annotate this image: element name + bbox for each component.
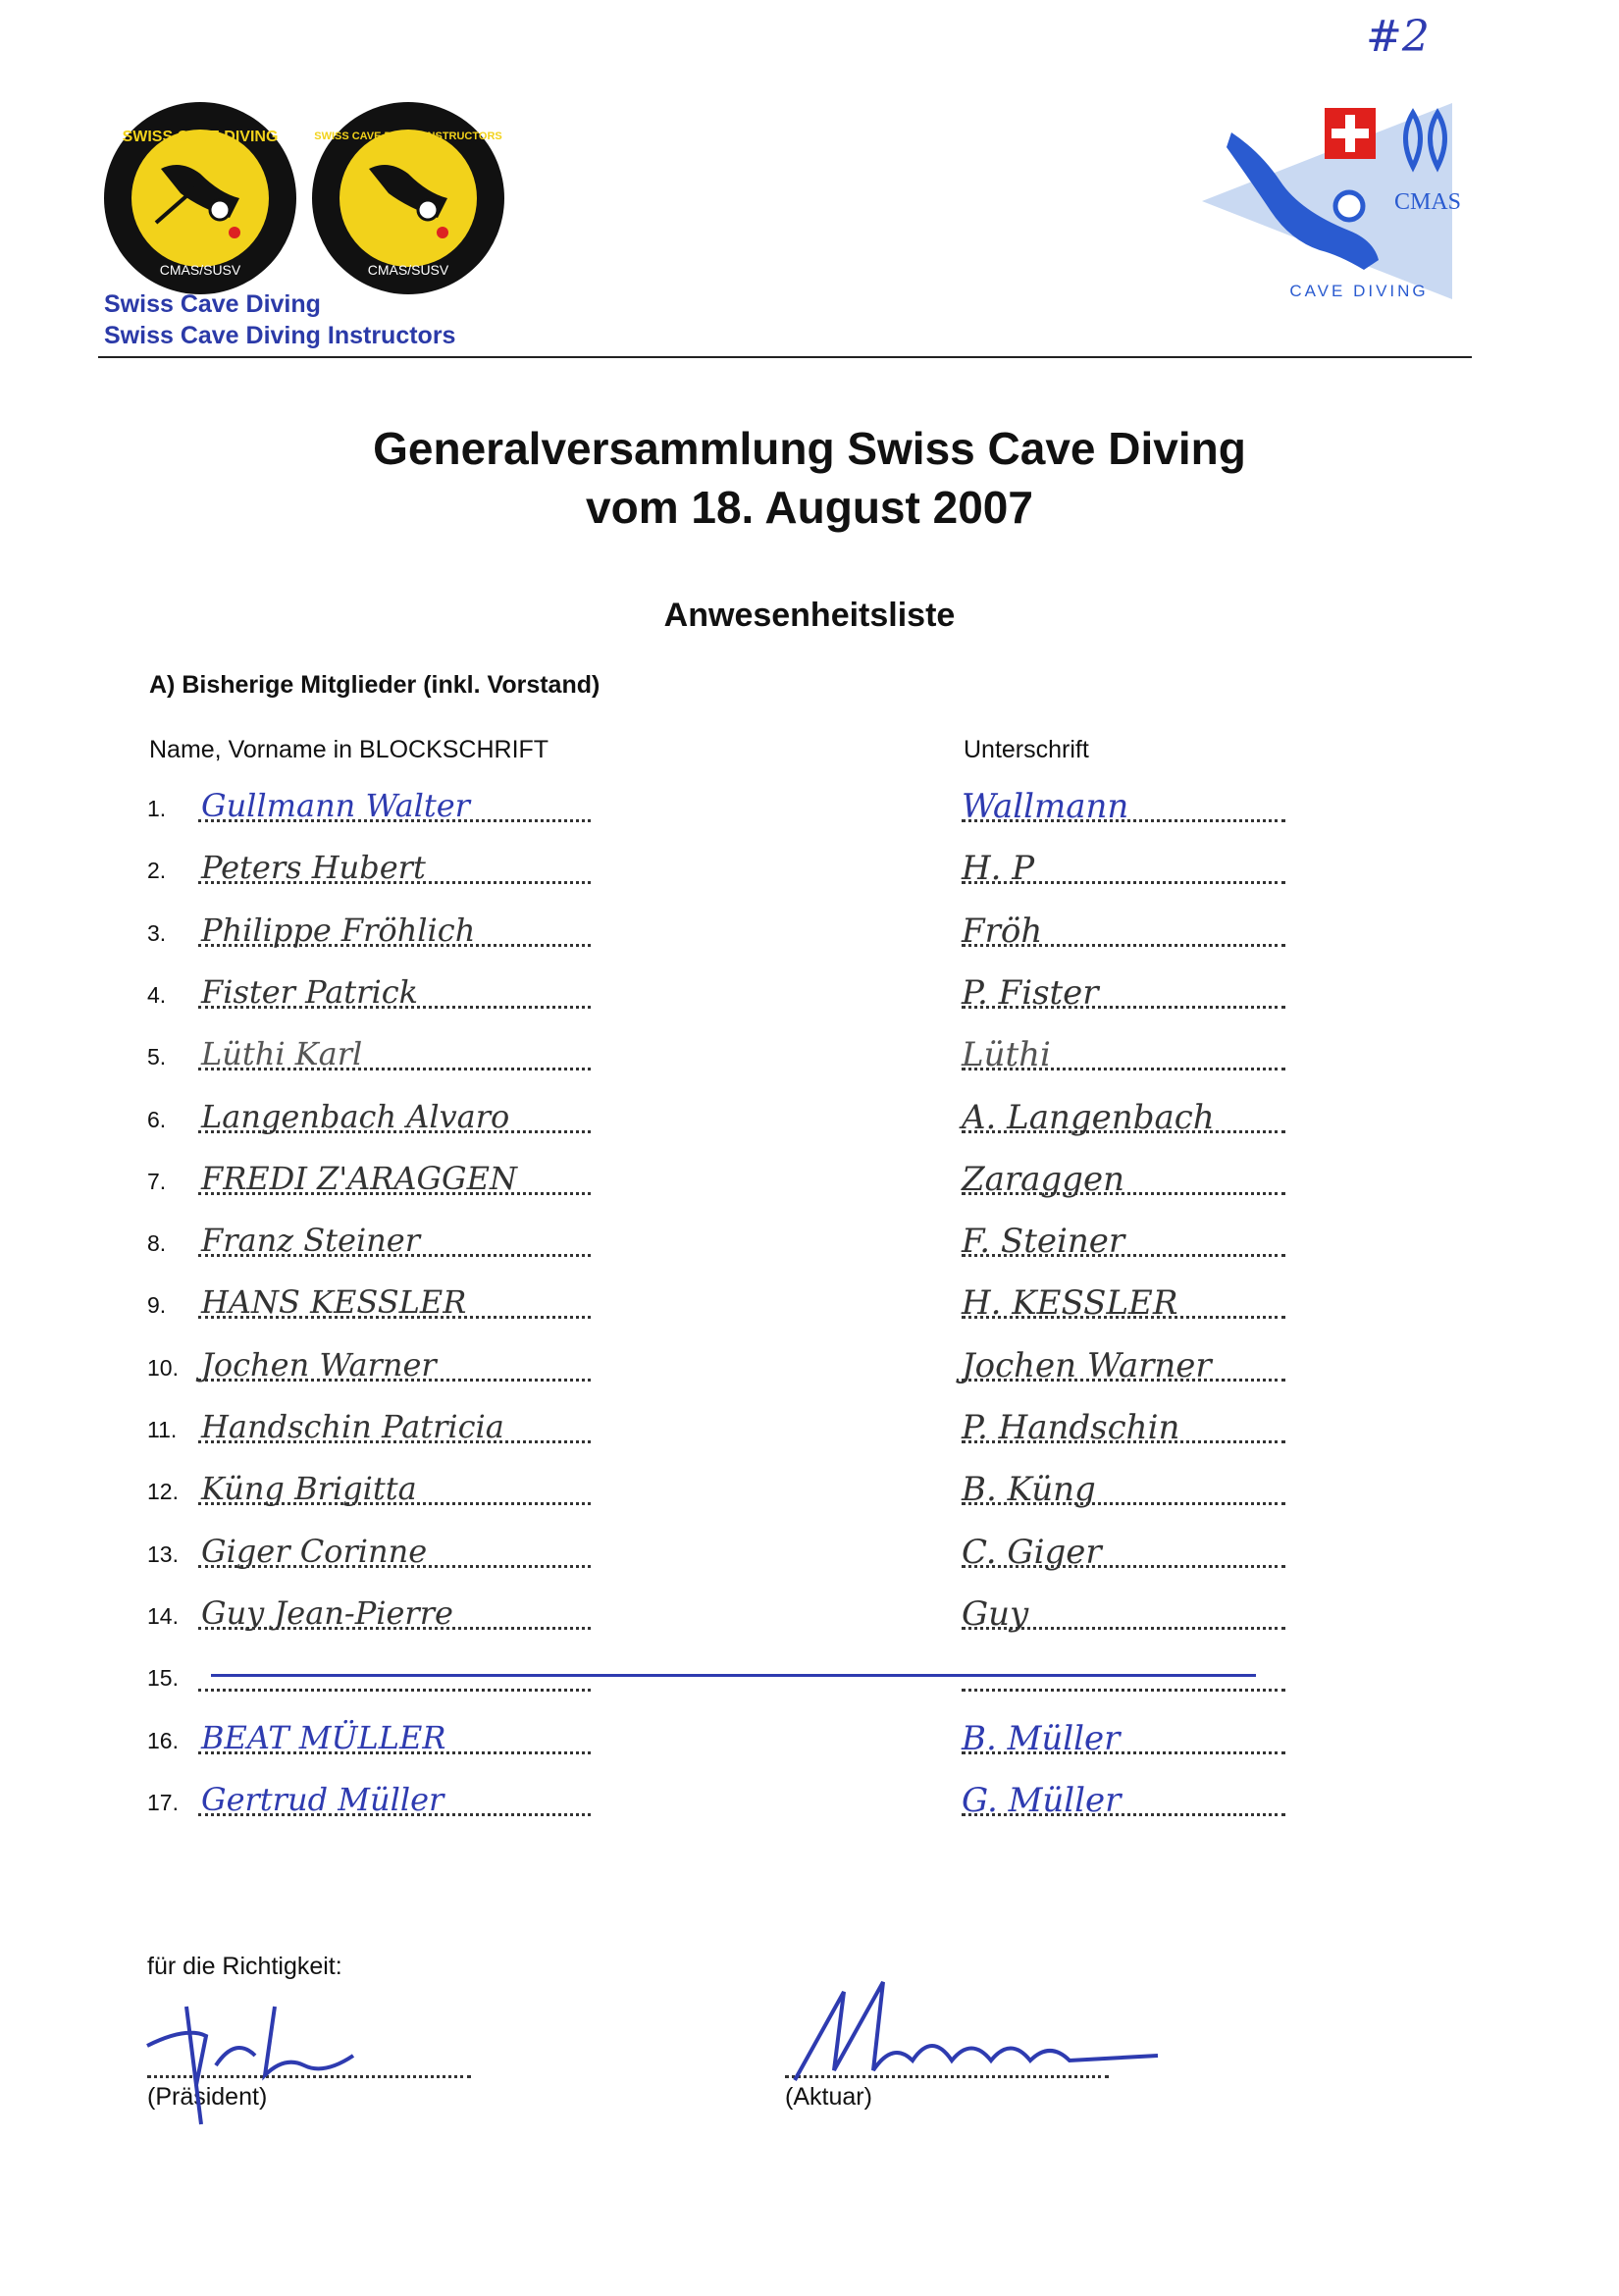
table-row [147, 1521, 1325, 1576]
table-row [147, 775, 1325, 830]
swiss-cave-diving-logo [102, 100, 298, 296]
cmas-label: CMAS [1393, 189, 1462, 215]
table-row [147, 1023, 1325, 1078]
member-name: Peters Hubert [201, 849, 426, 887]
table-row [147, 1583, 1325, 1638]
actuary-label: (Aktuar) [785, 2083, 872, 2111]
row-number: 10. [147, 1354, 179, 1381]
member-signature: P. Fister [962, 972, 1099, 1013]
row-number: 12. [147, 1479, 179, 1505]
member-name: HANS KESSLER [201, 1283, 467, 1322]
member-signature: G. Müller [962, 1780, 1122, 1820]
table-row [147, 1210, 1325, 1265]
member-name: Philippe Fröhlich [201, 911, 476, 949]
row-number: 17. [147, 1789, 179, 1815]
row-number: 8. [147, 1230, 167, 1257]
document-title-line-1: Generalversammlung Swiss Cave Diving [373, 423, 1246, 474]
strike-line [211, 1674, 1256, 1677]
certification-label: für die Richtigkeit: [147, 1953, 342, 1980]
member-name: FREDI Z'ARAGGEN [201, 1159, 517, 1197]
row-number: 4. [147, 981, 167, 1008]
document-subtitle: Anwesenheitsliste [663, 597, 956, 634]
member-signature: A. Langenbach [962, 1097, 1215, 1137]
table-row [147, 1769, 1325, 1824]
table-row [147, 1396, 1325, 1451]
name-column-header: Name, Vorname in BLOCKSCHRIFT [149, 736, 549, 763]
table-row [147, 1272, 1325, 1327]
logo1-top-text: SWISS CAVE DIVING [122, 129, 279, 145]
instructors-seal-icon [310, 100, 506, 296]
row-number: 16. [147, 1727, 179, 1753]
row-number: 11. [147, 1417, 178, 1442]
president-signature-icon [128, 1967, 402, 2134]
section-heading: A) Bisherige Mitglieder (inkl. Vorstand) [149, 671, 601, 699]
member-name: Franz Steiner [201, 1222, 421, 1260]
table-row [147, 1334, 1325, 1389]
row-number: 9. [147, 1292, 167, 1319]
logo1-bottom-text: CMAS/SUSV [159, 262, 241, 278]
row-number: 2. [147, 858, 167, 884]
table-row [147, 900, 1325, 955]
table-row [147, 1707, 1325, 1762]
logo2-bottom-text: CMAS/SUSV [367, 262, 449, 278]
row-number: 13. [147, 1540, 179, 1567]
member-name: Guy Jean-Pierre [201, 1593, 453, 1632]
row-number: 5. [147, 1044, 167, 1070]
member-signature: Fröh [962, 911, 1043, 951]
member-signature: Guy [962, 1593, 1029, 1634]
cmas-caption: CAVE DIVING [1289, 282, 1429, 300]
row-number: 1. [147, 796, 167, 821]
member-name: Gertrud Müller [201, 1780, 444, 1818]
cmas-diver-icon [1202, 93, 1487, 309]
member-name: Jochen Warner [201, 1345, 437, 1383]
member-signature: H. KESSLER [962, 1283, 1178, 1324]
member-name: Gullmann Walter [201, 787, 470, 824]
swiss-cave-diving-instructors-logo [310, 100, 506, 296]
table-row [147, 837, 1325, 892]
member-signature: B. Küng [962, 1470, 1096, 1510]
logo2-top-text: SWISS CAVE DIVING INSTRUCTORS [314, 130, 502, 142]
signature-column-header: Unterschrift [964, 736, 1089, 763]
member-name: Langenbach Alvaro [201, 1097, 510, 1135]
member-signature: Lüthi [962, 1035, 1051, 1075]
row-number: 3. [147, 919, 167, 946]
org-line-1: Swiss Cave Diving [104, 290, 321, 318]
cmas-cave-diving-logo [1202, 93, 1487, 309]
swiss-cave-diving-seal-icon [102, 100, 298, 296]
header-rule [98, 356, 1472, 358]
name-dotted-line [198, 1689, 591, 1692]
document-title-line-2: vom 18. August 2007 [586, 482, 1033, 533]
signature-dotted-line [962, 1689, 1285, 1692]
member-signature: P. Handschin [962, 1408, 1180, 1447]
row-number: 7. [147, 1168, 167, 1194]
row-number: 14. [147, 1602, 179, 1629]
actuary-signature-icon [765, 1962, 1177, 2119]
president-label: (Präsident) [147, 2083, 268, 2111]
table-row [147, 962, 1325, 1017]
member-name: Giger Corinne [201, 1532, 428, 1570]
member-name: Küng Brigitta [201, 1470, 417, 1508]
member-name: Handschin Patricia [201, 1408, 504, 1445]
member-signature: Wallmann [962, 787, 1129, 826]
member-signature: Zaraggen [962, 1159, 1124, 1199]
org-line-2: Swiss Cave Diving Instructors [104, 322, 456, 349]
member-name: Fister Patrick [201, 972, 418, 1011]
member-name: Lüthi Karl [201, 1035, 363, 1073]
table-row [147, 1458, 1325, 1513]
page-mark: #2 [1366, 12, 1430, 62]
member-signature: H. P [962, 849, 1035, 889]
table-row [147, 1644, 1325, 1699]
member-signature: B. Müller [962, 1718, 1121, 1758]
row-number: 6. [147, 1106, 167, 1132]
member-signature: F. Steiner [962, 1222, 1125, 1262]
row-number: 15. [147, 1665, 179, 1692]
member-signature: Jochen Warner [962, 1345, 1212, 1385]
table-row [147, 1148, 1325, 1203]
member-signature: C. Giger [962, 1532, 1102, 1572]
member-name: BEAT MÜLLER [201, 1718, 446, 1756]
table-row [147, 1086, 1325, 1141]
